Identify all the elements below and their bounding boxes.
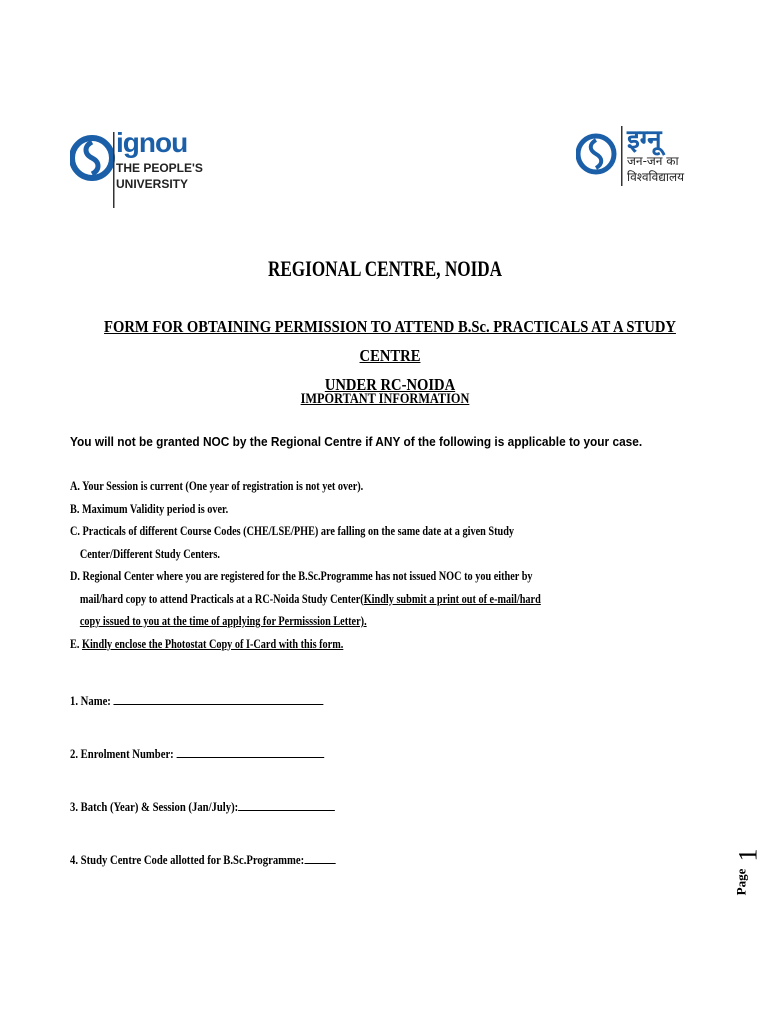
- page-title: REGIONAL CENTRE, NOIDA: [267, 256, 503, 281]
- condition-e: E. Kindly enclose the Photostat Copy of I-Card with this form.: [70, 636, 344, 651]
- enrolment-number-field[interactable]: 2. Enrolment Number:: [70, 745, 324, 762]
- ignou-wordmark: ignou: [116, 127, 188, 158]
- name-field[interactable]: 1. Name:: [70, 692, 323, 709]
- form-title: FORM FOR OBTAINING PERMISSION TO ATTEND B.Sc. PRACTICALS AT A STUDY CENTRE UNDER RC-NOIDA: [104, 317, 676, 394]
- condition-d-continued: mail/hard copy to attend Practicals at a RC-Noida Study Center(Kindly submit a print out of e-mail/hard: [79, 591, 541, 606]
- important-information-heading: IMPORTANT INFORMATION: [300, 391, 470, 407]
- condition-a: A. Your Session is current (One year of registration is not yet over).: [70, 479, 364, 493]
- condition-d: D. Regional Center where you are registered for the B.Sc.Programme has not issued NOC to you either by: [70, 569, 533, 583]
- ignou-hindi-wordmark: इग्नू: [627, 125, 662, 155]
- condition-c: C. Practicals of different Course Codes (CHE/LSE/PHE) are falling on the same date at a given Study: [70, 524, 515, 538]
- page-label: Page: [733, 868, 749, 896]
- conditions-list: [70, 475, 541, 655]
- condition-c-continued: Center/Different Study Centers.: [79, 546, 220, 561]
- noc-warning: You will not be granted NOC by the Regional Centre if ANY of the following is applicable to your case.: [70, 434, 643, 449]
- ignou-hindi-tagline-2: विश्वविद्यालय: [627, 170, 685, 184]
- page-number: [716, 840, 770, 900]
- ignou-hindi-tagline-1: जन-जन का: [627, 154, 679, 168]
- condition-d-note: copy issued to you at the time of applying for Permisssion Letter).: [79, 614, 367, 628]
- condition-b: B. Maximum Validity period is over.: [70, 501, 229, 516]
- page-digit: 1: [733, 848, 763, 862]
- batch-session-field[interactable]: 3. Batch (Year) & Session (Jan/July):: [70, 798, 335, 815]
- study-centre-code-field[interactable]: 4. Study Centre Code allotted for B.Sc.Programme:: [70, 851, 335, 868]
- ignou-tagline: THE PEOPLE'S UNIVERSITY: [116, 161, 203, 191]
